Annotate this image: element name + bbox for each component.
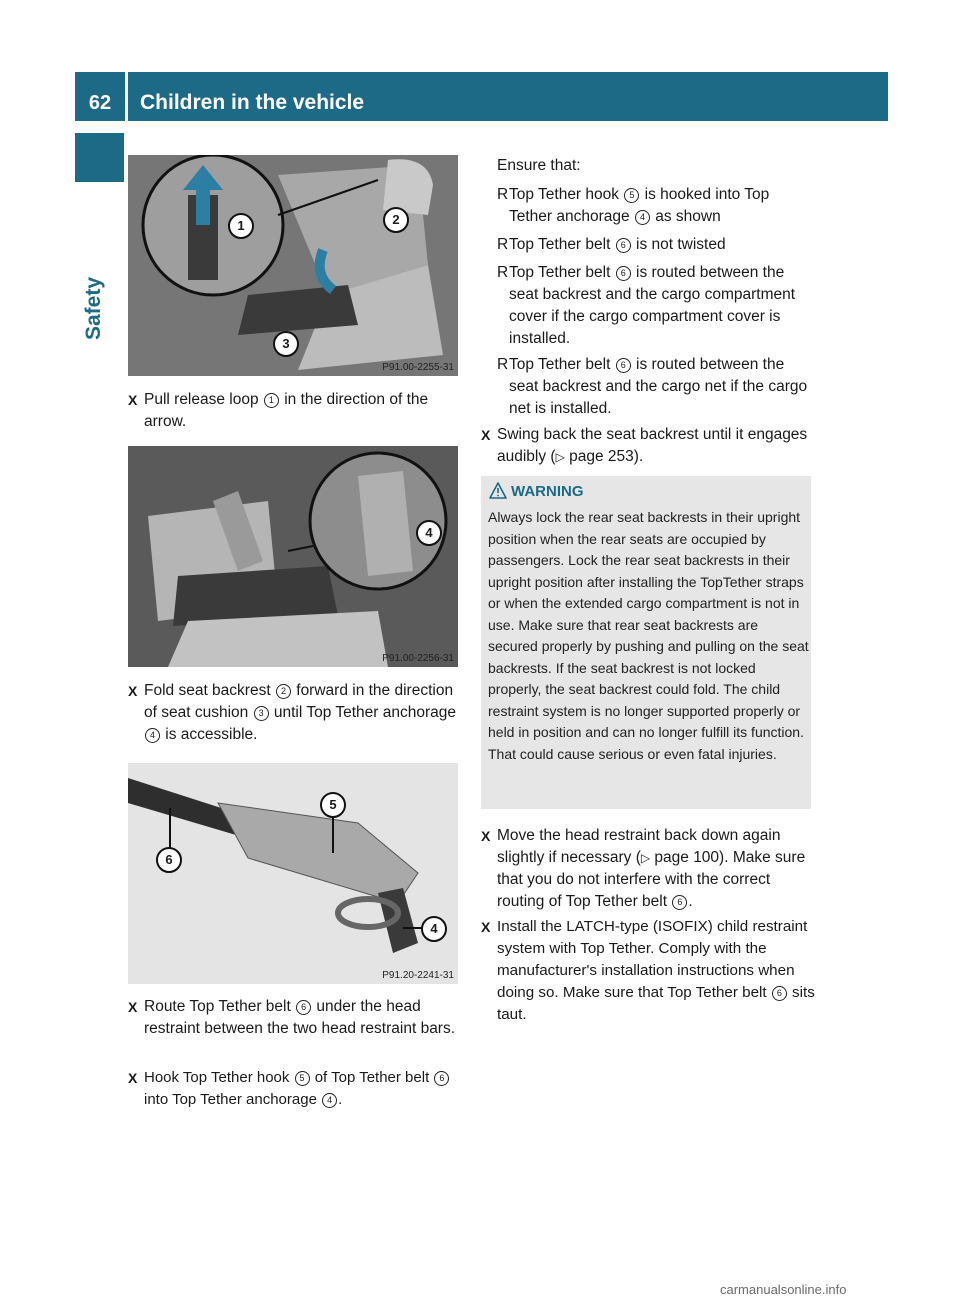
section-tab	[75, 133, 124, 182]
step-marker: X	[128, 999, 138, 1015]
callout-6: 6	[156, 847, 182, 873]
callout-5: 5	[320, 792, 346, 818]
step-4: X Hook Top Tether hook 5 of Top Tether belt 6 into Top Tether anchorage 4 .	[128, 1067, 462, 1111]
step-5: X Swing back the seat backrest until it engages audibly (▷ page 253).	[481, 426, 808, 465]
warning-text: Always lock the rear seat backrests in their upright position when the rear seats are occupied by passengers. Lock the rear seat backrests in their upright position after installing the TopTether straps or when the extended cargo compartment is not in use. Make sure that rear seat backrests are secured properly by pushing and pulling on the seat backrests. If the seat backrest is not locked properly, the seat backrest could fold. The child restraint system is no longer supported properly or held in position and can no longer fulfill its function. That could cause serious or even fatal injuries.	[488, 509, 809, 762]
callout-1: 1	[228, 213, 254, 239]
bullet-3: R Top Tether belt 6 is routed between the seat backrest and the cargo compartment cover if the cargo compartment cover is installed.	[497, 264, 796, 347]
ensure-heading: Ensure that:	[497, 157, 581, 174]
step-3: X Route Top Tether belt 6 under the head restraint between the two head restraint bars.	[128, 998, 456, 1037]
figure-code: P91.00-2256-31	[382, 653, 454, 664]
header-divider	[125, 72, 128, 121]
page-title: Children in the vehicle	[140, 91, 365, 114]
page-ref-icon: ▷	[555, 450, 565, 464]
step-1: X Pull release loop 1 in the direction of the arrow.	[128, 391, 429, 430]
bullet-2: R Top Tether belt 6 is not twisted	[497, 236, 726, 253]
step-6: X Move the head restraint back down again slightly if necessary (▷ page 100). Make sure that you do not interfere with the correct routing of Top Tether belt 6 .	[481, 827, 806, 910]
step-marker: X	[128, 683, 138, 699]
figure-release-loop	[128, 155, 458, 376]
warning-title: WARNING	[511, 483, 584, 500]
figure-code: P91.00-2255-31	[382, 362, 454, 373]
page-ref-icon: ▷	[640, 851, 651, 865]
step-marker: X	[128, 392, 138, 408]
ref-1: 1	[264, 393, 279, 408]
figure-fold-backrest	[128, 446, 458, 667]
tether-illustration	[128, 763, 458, 984]
figure-top-tether	[128, 763, 458, 984]
footer-watermark: carmanualsonline.info	[720, 1282, 847, 1297]
figure-code: P91.20-2241-31	[382, 970, 454, 981]
bullet-1: R Top Tether hook 5 is hooked into Top Tether anchorage 4 as shown	[497, 186, 770, 225]
callout-3: 3	[273, 331, 299, 357]
step-marker: X	[128, 1070, 138, 1086]
seat-illustration-2	[128, 446, 458, 667]
callout-4: 4	[416, 520, 442, 546]
bullet-4: R Top Tether belt 6 is routed between the seat backrest and the cargo net if the cargo net is installed.	[497, 356, 808, 417]
step-2: X Fold seat backrest 2 forward in the direction of seat cushion 3 until Top Tether anchorage 4 is accessible.	[128, 682, 457, 743]
warning-icon	[489, 482, 507, 499]
callout-4b: 4	[421, 916, 447, 942]
warning-box	[481, 476, 811, 809]
page-number: 62	[88, 92, 112, 114]
step-7: X Install the LATCH-type (ISOFIX) child restraint system with Top Tether. Comply with the manufacturer's installation instructions when doing so. Make sure that Top Tether belt 6 sits taut.	[481, 918, 815, 1023]
callout-2: 2	[383, 207, 409, 233]
section-label: Safety	[82, 276, 105, 340]
